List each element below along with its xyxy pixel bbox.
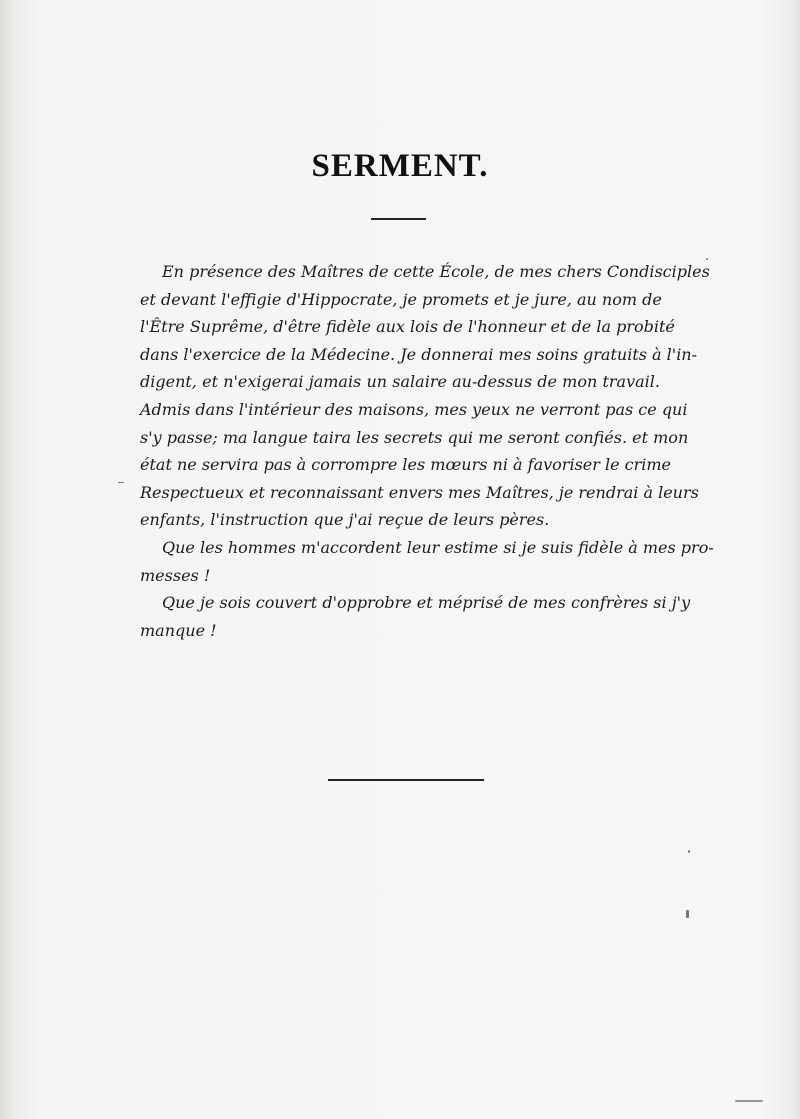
oath-line: Respectueux et reconnaissant envers mes Maîtres, je rendrai à leurs	[140, 482, 699, 502]
oath-line: Admis dans l'intérieur des maisons, mes yeux ne verront pas ce qui	[140, 399, 688, 419]
title-underline-rule	[371, 218, 426, 220]
page-title: SERMENT.	[311, 148, 489, 184]
oath-line: dans l'exercice de la Médecine. Je donnerai mes soins gratuits à l'in-	[140, 344, 698, 364]
oath-line: messes !	[140, 565, 211, 585]
oath-text	[140, 258, 714, 644]
paper-speck	[735, 1100, 763, 1102]
paper-speck	[706, 258, 708, 260]
oath-line: s'y passe; ma langue taira les secrets qui me seront confiés. et mon	[140, 427, 689, 447]
paper-speck	[686, 910, 689, 918]
oath-line: enfants, l'instruction que j'ai reçue de leurs pères.	[140, 510, 550, 530]
paper-speck	[118, 482, 124, 483]
oath-line: En présence des Maîtres de cette École, de mes chers Condisciples	[162, 262, 710, 281]
oath-line: manque !	[140, 620, 217, 640]
oath-line: état ne servira pas à corrompre les mœurs ni à favoriser le crime	[140, 455, 672, 475]
end-rule	[328, 779, 484, 781]
oath-line: digent, et n'exigerai jamais un salaire au-dessus de mon travail.	[140, 372, 660, 392]
oath-line: Que je sois couvert d'opprobre et méprisé de mes confrères si j'y	[162, 593, 691, 613]
paper-speck	[688, 850, 690, 853]
oath-line: Que les hommes m'accordent leur estime si je suis fidèle à mes pro-	[162, 537, 714, 557]
oath-line: l'Être Suprême, d'être fidèle aux lois de l'honneur et de la probité	[140, 317, 675, 337]
oath-line: et devant l'effigie d'Hippocrate, je promets et je jure, au nom de	[140, 289, 662, 309]
